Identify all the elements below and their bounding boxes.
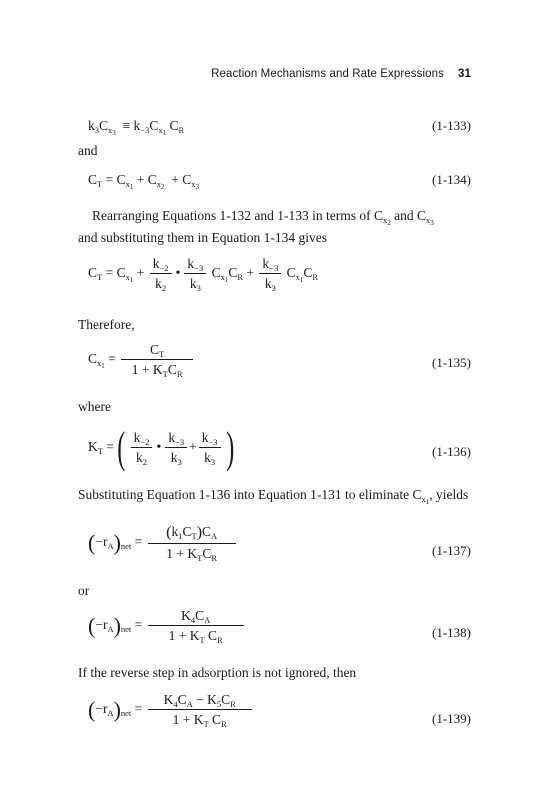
equation-1-137: $(-r_A)_{net}$ = $\frac{(k_1C_T)C_A}{1 + K_TC_R}$ — [88, 524, 238, 562]
equation-number: (1-137) — [432, 543, 471, 558]
equation-1-139: $(-r_A)_{net}$ = $\frac{K_4C_A - K_5C_R}{1 + K_T C_R}$ — [88, 692, 254, 728]
paragraph-substituting: Substituting Equation 1-136 into Equation 1-131 to eliminate $C_{x_1}$, yields — [78, 487, 469, 506]
equation-1-133: $k_3C_{x_3} \equiv k_{-3}C_{x_1}$ $C_R$ — [88, 118, 185, 137]
paragraph-text: Substituting Equation 1-136 into Equation 1-131 to eliminate — [78, 487, 410, 502]
paragraph-text: and substituting them in Equation 1-134 gives — [78, 230, 327, 245]
paragraph-text: Rearranging Equations 1-132 and 1-133 in terms of — [92, 208, 371, 223]
page-number: 31 — [458, 68, 471, 80]
equation-number: (1-135) — [432, 355, 471, 370]
paragraph-text: , yields — [429, 487, 469, 502]
equation-1-134: $C_T = C_{x_1} + C_{x_2} + C_{x_3}$ — [88, 172, 199, 191]
running-header — [211, 68, 471, 80]
text-and: and — [78, 143, 98, 158]
equation-1-135: $C_{x_1}$ = $\frac{C_T}{1 + K_TC_R}$ — [88, 342, 195, 378]
paragraph-rearranging: Rearranging Equations 1-132 and 1-133 in terms of $C_{x_2}$ and $C_{x_3}$ and substituting them in Equation 1-134 gives — [78, 208, 434, 245]
equation-number: (1-138) — [432, 625, 471, 640]
equation-substituted: $C_T = C_{x_1}$ + $\frac{k_{-2}}{k_2}$ • $\frac{k_{-3}}{k_3}$ $C_{x_1}C_R$ + $\frac{k_{-3}}{k_3}$ $C_{x_1}C_R$ — [88, 256, 319, 293]
equation-number: (1-134) — [432, 172, 471, 187]
text-or: or — [78, 583, 90, 598]
equation-1-136: $K_T$ =( $\frac{k_{-2}}{k_2}$ • $\frac{k_{-3}}{k_3}$ + $\frac{k_{-3}}{k_3}$ ) — [88, 423, 234, 472]
equation-number: (1-139) — [432, 711, 471, 726]
equation-number: (1-133) — [432, 118, 471, 133]
text-therefore: Therefore, — [78, 317, 135, 332]
header-title: Reaction Mechanisms and Rate Expressions — [211, 68, 444, 80]
paragraph-text: and — [394, 208, 414, 223]
equation-1-138: $(-r_A)_{net}$ = $\frac{K_4C_A}{1 + K_T C_R}$ — [88, 608, 246, 644]
equation-number: (1-136) — [432, 444, 471, 459]
text-reverse: If the reverse step in adsorption is not ignored, then — [78, 665, 357, 680]
text-where: where — [78, 399, 111, 414]
